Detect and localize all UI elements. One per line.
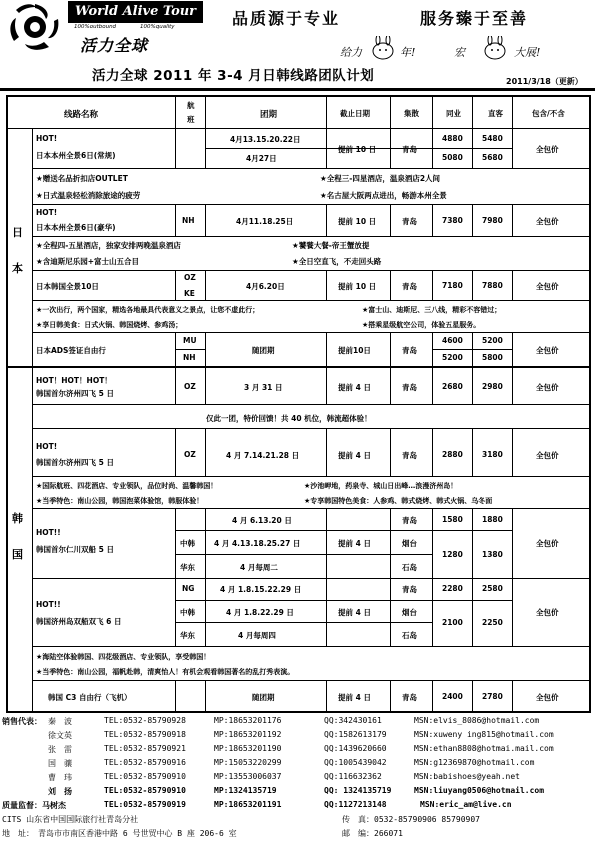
divider bbox=[432, 95, 433, 128]
retail-price: 1880 bbox=[482, 515, 503, 524]
divider bbox=[32, 300, 591, 301]
deadline: 提前 10 日 bbox=[338, 217, 377, 226]
divider bbox=[32, 270, 591, 271]
divider bbox=[205, 680, 206, 712]
country-label-japan: 本 bbox=[12, 262, 23, 275]
route-name: 韩国首尔济州四飞 5 日 bbox=[36, 389, 114, 398]
feature-text: ★沙池岬地，药泉寺、城山日出峰…浪漫济州岛！ bbox=[304, 482, 458, 490]
divider bbox=[205, 270, 206, 300]
trade-price: 2100 bbox=[442, 618, 463, 627]
slogan-right: 服务臻于至善 bbox=[420, 9, 529, 28]
deadline: 提前 4 日 bbox=[338, 451, 371, 460]
hub-city: 青岛 bbox=[402, 217, 417, 226]
sales-rep-qq: QQ:1439620660 bbox=[324, 744, 387, 753]
sales-rep-msn: MSN:babishoes@yeah.net bbox=[414, 772, 520, 781]
divider bbox=[175, 680, 176, 712]
sales-rep-mp: MP:18653201192 bbox=[214, 730, 282, 739]
sales-rep-qq: QQ:1582613179 bbox=[324, 730, 387, 739]
hot-tag: HOT!! bbox=[36, 600, 61, 609]
divider bbox=[6, 366, 591, 368]
rabbit-icon bbox=[480, 36, 510, 60]
feature-text: ★全程三-四星酒店，温泉酒店2人间 bbox=[320, 174, 441, 183]
retail-price: 1380 bbox=[482, 550, 503, 559]
divider bbox=[32, 236, 591, 237]
route-name: 日本韩国全景10日 bbox=[36, 282, 99, 291]
sales-rep-msn: MSN:liuyang0506@hotmail.com bbox=[414, 786, 545, 795]
divider bbox=[32, 578, 591, 579]
route-name: 韩国 C3 自由行（飞机） bbox=[48, 693, 132, 702]
route-name: 韩国济州岛双船双飞 6 日 bbox=[36, 617, 122, 626]
divider bbox=[472, 508, 473, 578]
sales-rep-mp: MP:13553006037 bbox=[214, 772, 282, 781]
inclusion: 全包价 bbox=[536, 145, 559, 154]
divider bbox=[326, 332, 327, 366]
divider bbox=[512, 128, 513, 168]
update-date: 2011/3/18（更新） bbox=[506, 77, 583, 86]
divider bbox=[472, 428, 473, 476]
qa-contact-row bbox=[2, 800, 66, 811]
divider bbox=[390, 508, 391, 578]
trade-price: 2400 bbox=[442, 692, 463, 701]
country-label-japan: 日 bbox=[12, 226, 23, 239]
divider bbox=[512, 578, 513, 646]
divider bbox=[32, 168, 591, 169]
retail-price: 5800 bbox=[482, 353, 503, 362]
feature-text: ★当季特色：南山公园，韩国泡菜体验馆，韩服体验！ bbox=[36, 497, 204, 505]
sales-rep-tel: TEL:0532-85790928 bbox=[104, 716, 186, 725]
divider bbox=[432, 600, 512, 601]
divider bbox=[390, 204, 391, 236]
motto-part-1: 给力 bbox=[340, 46, 362, 59]
tour-dates: 4月27日 bbox=[246, 154, 277, 163]
hub-city: 石岛 bbox=[402, 631, 417, 640]
hub-city: 烟台 bbox=[402, 539, 417, 548]
route-name: 日本ADS签证自由行 bbox=[36, 346, 106, 355]
sales-rep-qq: QQ:116632362 bbox=[324, 772, 382, 781]
tour-dates: 4 月 1.8.15.22.29 日 bbox=[220, 585, 302, 594]
col-retail: 直客 bbox=[488, 109, 503, 118]
divider bbox=[512, 204, 513, 236]
route-name: 日本本州全景6日(豪华) bbox=[36, 223, 116, 232]
qa-msn: MSN:eric_am@live.cn bbox=[420, 800, 512, 809]
col-dates: 团期 bbox=[260, 110, 278, 120]
feature-text: ★饕餮大餐-帝王蟹放提 bbox=[292, 241, 370, 250]
sales-label: 销售代表： bbox=[2, 717, 42, 726]
qa-mobile: MP:18653201191 bbox=[214, 800, 282, 809]
divider bbox=[390, 270, 391, 300]
sales-rep-name: 曹 玮 bbox=[48, 773, 72, 782]
flight-code: 华东 bbox=[180, 631, 195, 640]
divider bbox=[432, 204, 433, 236]
divider bbox=[32, 680, 591, 681]
retail-price: 2250 bbox=[482, 618, 503, 627]
divider bbox=[472, 680, 473, 712]
col-flight: 航 bbox=[187, 101, 195, 110]
divider bbox=[472, 578, 473, 646]
divider bbox=[32, 128, 33, 713]
brand-name-en: World Alive Tour bbox=[68, 1, 203, 23]
retail-price: 5680 bbox=[482, 153, 503, 162]
trade-price: 4600 bbox=[442, 336, 463, 345]
postcode: 邮 编：266071 bbox=[342, 829, 403, 838]
divider bbox=[205, 368, 206, 404]
hub-city: 青岛 bbox=[402, 346, 417, 355]
feature-text: ★国际航班、四花酒店、专业领队，品位时尚、温馨韩国！ bbox=[36, 482, 218, 490]
divider bbox=[390, 95, 391, 128]
trade-price: 1280 bbox=[442, 550, 463, 559]
hub-city: 青岛 bbox=[402, 516, 417, 525]
divider bbox=[175, 128, 176, 168]
deadline: 提前 4 日 bbox=[338, 383, 371, 392]
tour-dates: 随团期 bbox=[252, 693, 275, 702]
divider bbox=[205, 508, 206, 578]
flight-code: NH bbox=[182, 216, 195, 225]
route-name: 日本本州全景6日(常规) bbox=[36, 151, 116, 160]
retail-price: 5480 bbox=[482, 134, 503, 143]
tour-dates: 4 月 7.14.21.28 日 bbox=[226, 451, 300, 460]
company-name: CITS 山东省中国国际旅行社青岛分社 bbox=[2, 815, 139, 824]
tour-dates: 4月11.18.25日 bbox=[236, 217, 294, 226]
motto-part-3: 宏 bbox=[454, 46, 465, 59]
flight-code: 中韩 bbox=[180, 608, 195, 617]
qa-name: 马树杰 bbox=[42, 801, 66, 810]
brand-tag-right: 100%quality bbox=[140, 24, 175, 30]
sales-rep-tel: TEL:0532-85790916 bbox=[104, 758, 186, 767]
flight-code: NG bbox=[182, 584, 195, 593]
divider bbox=[432, 368, 433, 404]
hub-city: 青岛 bbox=[402, 585, 417, 594]
tour-dates: 4 月 1.8.22.29 日 bbox=[226, 608, 294, 617]
divider bbox=[512, 368, 513, 404]
inclusion: 全包价 bbox=[536, 539, 559, 548]
divider bbox=[432, 508, 433, 578]
tour-dates: 4 月每周四 bbox=[238, 631, 276, 640]
sales-rep-name: 张 雷 bbox=[48, 745, 72, 754]
divider bbox=[390, 680, 391, 712]
divider bbox=[175, 600, 432, 601]
divider bbox=[6, 128, 591, 129]
sales-rep-msn: MSN:ethan8808@hotmai.mail.com bbox=[414, 744, 554, 753]
divider bbox=[390, 332, 391, 366]
feature-text: ★日式温泉轻松消除旅途的疲劳 bbox=[36, 191, 141, 200]
divider bbox=[175, 554, 432, 555]
header-divider bbox=[0, 88, 595, 91]
divider bbox=[175, 349, 205, 350]
flight-code: OZ bbox=[184, 273, 196, 282]
inclusion: 全包价 bbox=[536, 693, 559, 702]
hub-city: 青岛 bbox=[402, 693, 417, 702]
col-flight: 班 bbox=[187, 115, 195, 124]
divider bbox=[432, 530, 512, 531]
divider bbox=[432, 680, 433, 712]
divider bbox=[205, 95, 206, 128]
divider bbox=[205, 578, 206, 646]
divider bbox=[432, 428, 433, 476]
divider bbox=[512, 95, 513, 128]
trade-price: 5080 bbox=[442, 153, 463, 162]
divider bbox=[326, 508, 327, 578]
tour-dates: 4月13.15.20.22日 bbox=[230, 135, 301, 144]
feature-text: ★海陆空体验韩国、四花级酒店、专业领队，享受韩国！ bbox=[36, 653, 211, 661]
divider bbox=[432, 270, 433, 300]
divider bbox=[512, 428, 513, 476]
divider bbox=[390, 428, 391, 476]
sales-rep-name: 国 骧 bbox=[48, 759, 72, 768]
divider bbox=[472, 368, 473, 404]
brand-name-cn: 活力全球 bbox=[80, 36, 149, 55]
sales-rep-mp: MP:18653201176 bbox=[214, 716, 282, 725]
sales-contact-row bbox=[2, 716, 42, 727]
deadline: 提前 10 日 bbox=[338, 145, 377, 154]
divider bbox=[390, 368, 391, 404]
deadline: 提前 4 日 bbox=[338, 539, 371, 548]
feature-text: ★赠送名品折扣店OUTLET bbox=[36, 174, 128, 183]
tour-dates: 4 月 6.13.20 日 bbox=[232, 516, 292, 525]
country-label-korea: 韩 bbox=[12, 512, 23, 525]
retail-price: 3180 bbox=[482, 450, 503, 459]
trade-price: 1580 bbox=[442, 515, 463, 524]
sales-rep-mp: MP:18653201190 bbox=[214, 744, 282, 753]
brand-tag-left: 100%outbound bbox=[74, 24, 117, 30]
trade-price: 5200 bbox=[442, 353, 463, 362]
sales-rep-qq: QQ:1005439042 bbox=[324, 758, 387, 767]
trade-price: 7380 bbox=[442, 216, 463, 225]
sales-rep-mp: MP:1324135719 bbox=[214, 786, 277, 795]
feature-text: ★全程四-五星酒店，独家安排两晚温泉酒店 bbox=[36, 241, 181, 250]
inclusion: 全包价 bbox=[536, 346, 559, 355]
trade-price: 2280 bbox=[442, 584, 463, 593]
retail-price: 2980 bbox=[482, 382, 503, 391]
divider bbox=[32, 476, 591, 477]
col-inclusion: 包含/不含 bbox=[532, 109, 565, 118]
qa-tel: TEL:0532-85790919 bbox=[104, 800, 186, 809]
country-label-korea: 国 bbox=[12, 548, 23, 561]
tour-dates: 4 月 4.13.18.25.27 日 bbox=[214, 539, 301, 548]
sales-rep-msn: MSN:elvis_8086@hotmail.com bbox=[414, 716, 540, 725]
hot-tag: HOT! bbox=[36, 208, 58, 217]
divider bbox=[512, 508, 513, 578]
divider bbox=[390, 578, 391, 646]
feature-text: ★一次出行，两个国家，精选各地最具代表意义之景点，让您不虚此行； bbox=[36, 306, 260, 314]
divider bbox=[326, 578, 327, 646]
tour-dates: 4月6.20日 bbox=[246, 282, 285, 291]
rabbit-icon bbox=[368, 36, 398, 60]
inclusion: 全包价 bbox=[536, 451, 559, 460]
feature-text: ★当季特色：南山公园，福帆赴韩，清爽怡人！有机会观看韩国著名的乱打秀表演。 bbox=[36, 668, 295, 676]
motto-part-4: 大展! bbox=[514, 46, 541, 59]
trade-price: 2880 bbox=[442, 450, 463, 459]
divider bbox=[326, 204, 327, 236]
divider bbox=[326, 428, 327, 476]
sales-rep-tel: TEL:0532-85790921 bbox=[104, 744, 186, 753]
trade-price: 7180 bbox=[442, 281, 463, 290]
header bbox=[0, 0, 595, 96]
hub-city: 青岛 bbox=[402, 282, 417, 291]
divider bbox=[175, 578, 176, 646]
motto-part-2: 年! bbox=[400, 46, 416, 59]
sales-rep-mp: MP:15053220299 bbox=[214, 758, 282, 767]
feature-text: ★名古屋大阪两点进出，畅游本州全景 bbox=[320, 191, 447, 200]
deadline: 提前10日 bbox=[338, 346, 371, 355]
flight-code: KE bbox=[184, 289, 195, 298]
deadline: 提前 4 日 bbox=[338, 608, 371, 617]
hub-city: 石岛 bbox=[402, 563, 417, 572]
divider bbox=[175, 368, 176, 404]
divider bbox=[205, 428, 206, 476]
feature-text: ★含迪斯尼乐园+富士山五合目 bbox=[36, 257, 140, 266]
feature-text: ★专享韩国特色美食：人参鸡、韩式烧烤、韩式火锅、乌冬面 bbox=[304, 497, 493, 505]
feature-text: ★享日韩美食：日式火锅、韩国烧烤、参鸡汤； bbox=[36, 321, 183, 329]
route-name: 韩国首尔仁川双船 5 日 bbox=[36, 545, 114, 554]
flight-code: OZ bbox=[184, 382, 196, 391]
trade-price: 2680 bbox=[442, 382, 463, 391]
sales-rep-qq: QQ: 1324135719 bbox=[324, 786, 392, 795]
divider bbox=[175, 270, 176, 300]
divider bbox=[472, 270, 473, 300]
hot-tag: HOT! bbox=[36, 442, 58, 451]
hot-tag: HOT! bbox=[36, 134, 58, 143]
qa-label: 质量监督： bbox=[2, 801, 42, 810]
hub-city: 青岛 bbox=[402, 451, 417, 460]
flight-code: 华东 bbox=[180, 563, 195, 572]
divider bbox=[175, 622, 432, 623]
flight-code: OZ bbox=[184, 450, 196, 459]
route-name: 韩国首尔济州四飞 5 日 bbox=[36, 458, 114, 467]
divider bbox=[432, 349, 512, 350]
qa-qq: QQ:1127213148 bbox=[324, 800, 387, 809]
sales-rep-name: 刘 扬 bbox=[48, 787, 72, 796]
hot-tag: HOT!! bbox=[36, 528, 61, 537]
inclusion: 全包价 bbox=[536, 383, 559, 392]
divider bbox=[32, 204, 591, 205]
sales-rep-name: 秦 波 bbox=[48, 717, 72, 726]
tour-dates: 4 月每周二 bbox=[240, 563, 278, 572]
divider bbox=[472, 95, 473, 128]
inclusion: 全包价 bbox=[536, 282, 559, 291]
col-route: 线路名称 bbox=[64, 110, 99, 120]
divider bbox=[205, 204, 206, 236]
swirl-logo-icon bbox=[2, 1, 68, 53]
sales-rep-tel: TEL:0532-85790918 bbox=[104, 730, 186, 739]
divider bbox=[512, 270, 513, 300]
promo-note: 仅此一团，特价回馈！共 40 机位，韩流超体验！ bbox=[206, 414, 372, 423]
inclusion: 全包价 bbox=[536, 217, 559, 226]
address: 地 址： 青岛市市南区香港中路 6 号世贸中心 B 座 206-6 室 bbox=[2, 829, 237, 838]
feature-text: ★搭乘星级航空公司，体验五星服务。 bbox=[362, 321, 481, 329]
divider bbox=[326, 95, 327, 128]
divider bbox=[326, 680, 327, 712]
fax: 传 真：0532-85790906 85790907 bbox=[342, 815, 480, 824]
sales-rep-name: 徐文英 bbox=[48, 731, 72, 740]
sales-rep-msn: MSN:xuweny ing815@hotmail.com bbox=[414, 730, 554, 739]
sales-rep-tel: TEL:0532-85790910 bbox=[104, 786, 186, 795]
deadline: 提前 10 日 bbox=[338, 282, 377, 291]
sales-rep-qq: QQ:342430161 bbox=[324, 716, 382, 725]
deadline: 提前 4 日 bbox=[338, 693, 371, 702]
divider bbox=[175, 204, 176, 236]
retail-price: 2780 bbox=[482, 692, 503, 701]
flight-code: NH bbox=[183, 353, 196, 362]
divider bbox=[32, 404, 591, 405]
retail-price: 7980 bbox=[482, 216, 503, 225]
hub-city: 青岛 bbox=[402, 145, 417, 154]
divider bbox=[512, 332, 513, 366]
feature-text: ★全日空直飞，不走回头路 bbox=[292, 257, 382, 266]
divider bbox=[175, 428, 176, 476]
feature-text: ★富士山、迪斯尼、三八线，精彩不容错过； bbox=[362, 306, 502, 314]
col-hub: 集散 bbox=[404, 109, 419, 118]
flight-code: 中韩 bbox=[180, 539, 195, 548]
sales-rep-msn: MSN:g12369870@hotmail.com bbox=[414, 758, 535, 767]
flight-code: MU bbox=[183, 336, 197, 345]
divider bbox=[472, 204, 473, 236]
hub-city: 烟台 bbox=[402, 608, 417, 617]
divider bbox=[175, 508, 176, 578]
hub-city: 青岛 bbox=[402, 383, 417, 392]
divider bbox=[175, 530, 432, 531]
divider bbox=[326, 270, 327, 300]
sales-rep-tel: TEL:0532-85790910 bbox=[104, 772, 186, 781]
slogan-left: 品质源于专业 bbox=[232, 9, 341, 28]
divider bbox=[32, 428, 591, 429]
tour-dates: 3 月 31 日 bbox=[244, 383, 283, 392]
col-trade: 同业 bbox=[446, 109, 461, 118]
retail-price: 2580 bbox=[482, 584, 503, 593]
page-title: 活力全球 2011 年 3-4 月日韩线路团队计划 bbox=[92, 68, 375, 84]
tour-dates: 随团期 bbox=[252, 346, 275, 355]
divider bbox=[326, 368, 327, 404]
divider bbox=[175, 95, 176, 128]
divider bbox=[32, 646, 591, 647]
retail-price: 7880 bbox=[482, 281, 503, 290]
col-deadline: 截止日期 bbox=[340, 109, 370, 118]
divider bbox=[32, 332, 591, 333]
trade-price: 4880 bbox=[442, 134, 463, 143]
inclusion: 全包价 bbox=[536, 608, 559, 617]
retail-price: 5200 bbox=[482, 336, 503, 345]
divider bbox=[205, 332, 206, 366]
hot-tag: HOT！HOT！HOT！ bbox=[36, 376, 112, 385]
divider bbox=[512, 680, 513, 712]
divider bbox=[32, 508, 591, 509]
divider bbox=[432, 578, 433, 646]
